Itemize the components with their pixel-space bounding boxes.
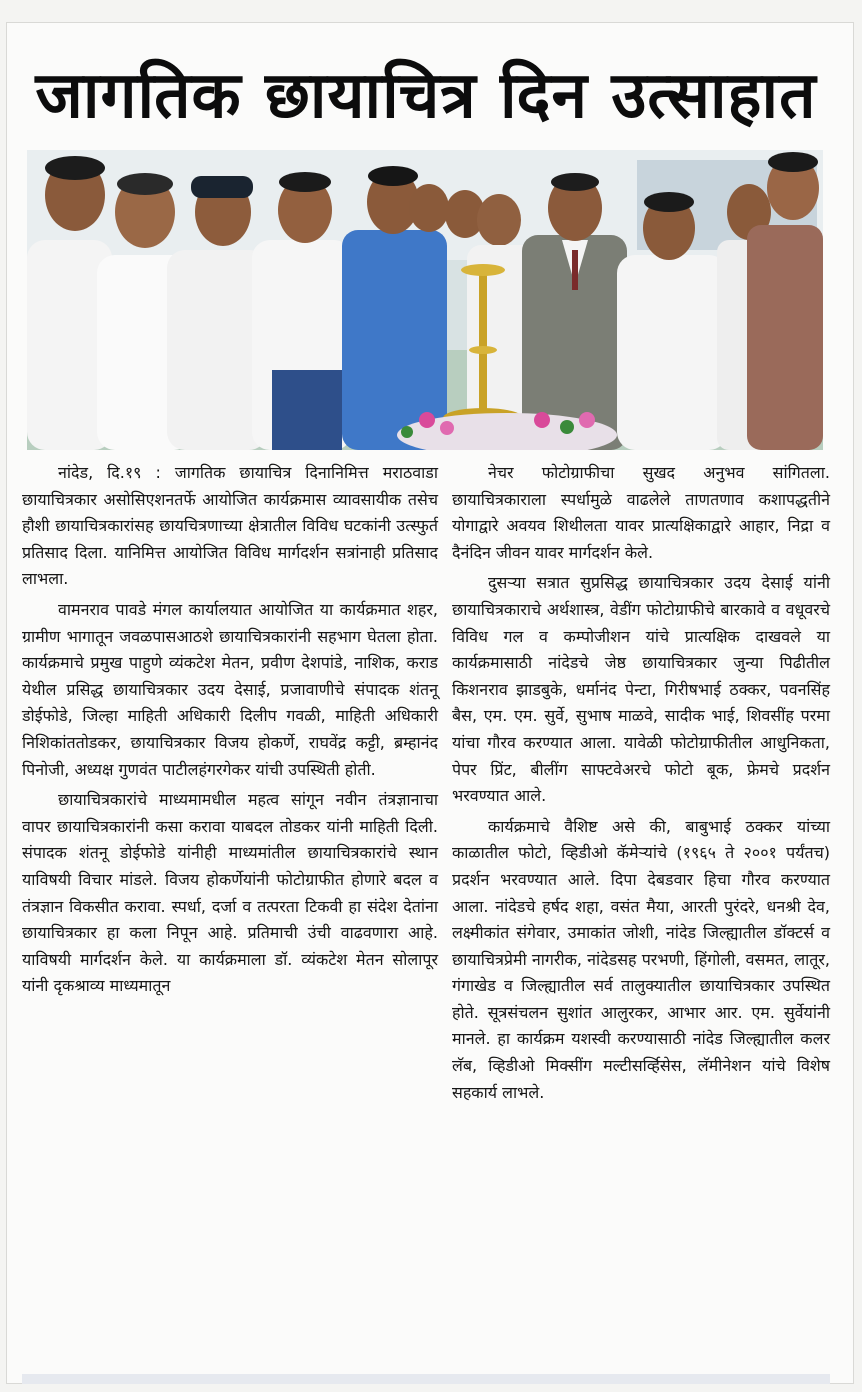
event-photo-illustration — [27, 150, 823, 450]
flowers-icon — [397, 412, 617, 450]
article-column-right — [452, 460, 830, 1110]
article-paragraph: नांदेड, दि.१९ : जागतिक छायाचित्र दिनानिमित्त मराठवाडा छायाचित्रकार असोसिएशनतर्फे आयोजित कार्यक्रमास व्यावसायीक तसेच हौशी छायाचित्रकारांसह छायचित्रणाच्या क्षेत्रातील विविध घटकांनी उत्स्फुर्त प्रतिसाद दिला. यानिमित्त आयोजित विविध मार्गदर्शन सत्रांनाही प्रतिसाद लाभला. — [22, 463, 438, 589]
headline: जागतिक छायाचित्र दिन उत्साहात — [35, 58, 817, 133]
article-paragraph: नेचर फोटोग्राफीचा सुखद अनुभव सांगितला. छायाचित्रकाराला स्पर्धामुळे वाढलेले ताणतणाव कशापद्धतीने योगाद्वारे अवयव शिथीलता यावर प्रात्यक्षिकाद्वारे आहार, निद्रा व दैनंदिन जीवन यावर मार्गदर्शन केले. — [452, 463, 830, 562]
article-column-left — [22, 460, 438, 1004]
article-paragraph: कार्यक्रमाचे वैशिष्ट असे की, बाबुभाई ठक्कर यांच्या काळातील फोटो, व्हिडीओ कॅमेऱ्यांचे (१९६५ ते २००१ पर्यंतच) प्रदर्शन भरवण्यात आले. दिपा देबडवार हिचा गौरव करण्यात आला. नांदेडचे हर्षद शहा, वसंत मैया, आरती पुरंदरे, धनश्री देव, लक्ष्मीकांत संगेवार, उमाकांत जोशी, नांदेड जिल्ह्यातील डॉक्टर्स व छायाचित्रप्रेमी नागरीक, नांदेडसह परभणी, हिंगोली, वसमत, लातूर, गंगाखेड व जिल्ह्यातील सर्व तालुक्यातील छायाचित्रकार उपस्थित होते. सूत्रसंचलन सुशांत आलुरकर, आभार आर. एम. सुर्वेयांनी मानले. हा कार्यक्रम यशस्वी करण्यासाठी नांदेड जिल्ह्यातील कलर लॅब, व्हिडीओ मिक्सींग मल्टीसर्व्हिसेस, लॅमीनेशन यांचे विशेष सहकार्य लाभले. — [452, 816, 830, 1102]
event-photo — [27, 150, 823, 450]
bottom-edge — [22, 1374, 830, 1384]
article-paragraph: छायाचित्रकारांचे माध्यमामधील महत्व सांगून नवीन तंत्रज्ञानाचा वापर छायाचित्रकारांनी कसा करावा याबदल तोडकर यांनी माहिती दिली. संपादक शंतनू डोईफोडे यांनीही माध्यमांतील छायाचित्रकारांचे स्थान याविषयी विचार मांडले. विजय होकर्णेयांनी फोटोग्राफीत होणारे बदल व तंत्रज्ञान विकसीत करावा. स्पर्धा, दर्जा व तत्परता टिकवी हा संदेश देतांना छायाचित्रकार हा कला निपून आहे. प्रतिमाची उंची वाढवणारा आहे. याविषयी मार्गदर्शन केले. या कार्यक्रमाला डॉ. व्यंकटेश मेतन सोलापूर यांनी दृकश्राव्य माध्यमातून — [22, 790, 438, 996]
article-paragraph: दुसऱ्या सत्रात सुप्रसिद्ध छायाचित्रकार उदय देसाई यांनी छायाचित्रकाराचे अर्थशास्त्र, वेडींग फोटोग्राफीचे बारकावे व वधूवरचे विविध गल व कम्पोजीशन यांचे प्रात्यक्षिक दाखवले या कार्यक्रमासाठी नांदेडचे जेष्ठ छायाचित्रकार जुन्या पिढीतील किशनराव झाडबुके, धर्मानंद पेन्टा, गिरीषभाई ठक्कर, पवनसिंह बैस, एम. एम. सुर्वे, सुभाष माळवे, सादीक भाई, शिवसींह परमा यांचा गौरव करण्यात आला. यावेळी फोटोग्राफीतील आधुनिकता, पेपर प्रिंट, बीलींग साफ्टवेअरचे फोटो बूक, फ्रेमचे प्रदर्शन भरवण्यात आले. — [452, 573, 830, 806]
article-paragraph: वामनराव पावडे मंगल कार्यालयात आयोजित या कार्यक्रमात शहर, ग्रामीण भागातून जवळपासआठशे छायाचित्रकारांनी सहभाग घेतला होता. कार्यक्रमाचे प्रमुख पाहुणे व्यंकटेश मेतन, प्रवीण देशपांडे, नाशिक, कराड येथील प्रसिद्ध छायाचित्रकार उदय देसाई, प्रजावाणीचे संपादक शंतनू डोईफोडे, जिल्हा माहिती अधिकारी दिलीप गवळी, माहिती अधिकारी निशिकांततोडकर, छायाचित्रकार विजय होकर्णे, राघवेंद्र कट्टी, ब्रम्हानंद पिनोजी, अध्यक्ष गुणवंत पाटीलहंगरगेकर यांची उपस्थिती होती. — [22, 599, 438, 779]
